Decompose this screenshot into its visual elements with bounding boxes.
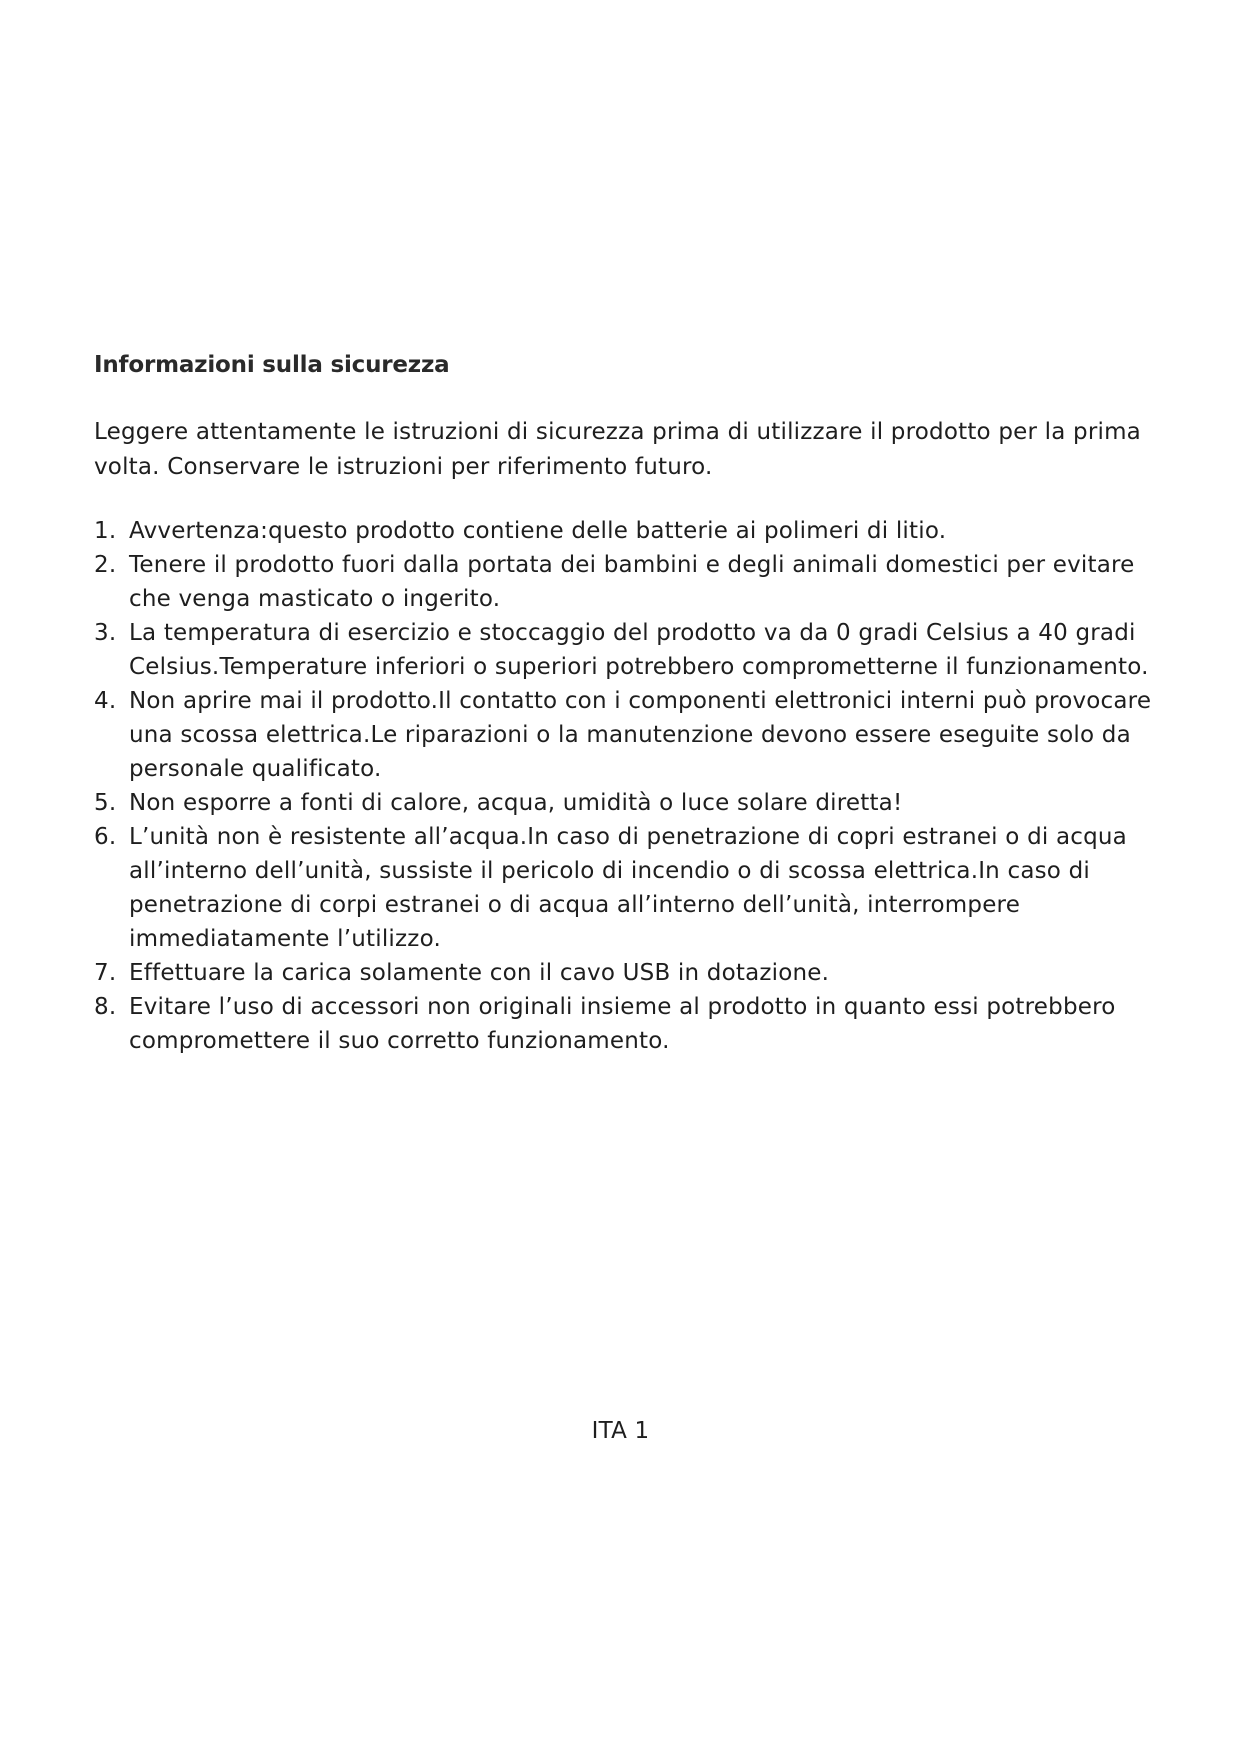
list-item — [94, 786, 1154, 820]
section-heading: Informazioni sulla sicurezza — [94, 352, 450, 378]
list-item-text: Tenere il prodotto fuori dalla portata dei bambini e degli animali domestici per evitare che venga masticato o ingerito. — [129, 552, 1135, 612]
list-item — [94, 684, 1154, 786]
list-item — [94, 616, 1154, 684]
list-item-number: 5. — [94, 790, 117, 816]
page-number: ITA 1 — [591, 1418, 650, 1444]
list-item — [94, 990, 1154, 1058]
safety-list — [94, 514, 1154, 1058]
list-item-number: 4. — [94, 688, 117, 714]
list-item-text: Non aprire mai il prodotto.Il contatto con i componenti elettronici interni può provocare una scossa elettrica.Le riparazioni o la manutenzione devono essere eseguite solo da personale qualificato. — [129, 688, 1152, 782]
list-item-text: Effettuare la carica solamente con il cavo USB in dotazione. — [129, 960, 830, 986]
list-item-text: La temperatura di esercizio e stoccaggio del prodotto va da 0 gradi Celsius a 40 gradi Celsius.Temperature inferiori o superiori potrebbero comprometterne il funzionamento. — [129, 620, 1149, 680]
list-item-number: 7. — [94, 960, 117, 986]
list-item-number: 6. — [94, 824, 117, 850]
list-item-text: Avvertenza:questo prodotto contiene delle batterie ai polimeri di litio. — [129, 518, 947, 544]
list-item-number: 8. — [94, 994, 117, 1020]
list-item — [94, 820, 1154, 956]
intro-paragraph: Leggere attentamente le istruzioni di sicurezza prima di utilizzare il prodotto per la prima volta. Conservare le istruzioni per riferimento futuro. — [94, 419, 1141, 480]
list-item-number: 2. — [94, 552, 117, 578]
list-item — [94, 514, 1154, 548]
list-item-text: Evitare l’uso di accessori non originali insieme al prodotto in quanto essi potrebbero compromettere il suo corretto funzionamento. — [129, 994, 1116, 1054]
list-item-number: 3. — [94, 620, 117, 646]
list-item-text: Non esporre a fonti di calore, acqua, umidità o luce solare diretta! — [129, 790, 903, 816]
list-item — [94, 548, 1154, 616]
list-item-text: L’unità non è resistente all’acqua.In caso di penetrazione di copri estranei o di acqua all’interno dell’unità, sussiste il pericolo di incendio o di scossa elettrica.In caso di penetrazione di corpi estranei o di acqua all’interno dell’unità, interrompere immediatamente l’utilizzo. — [129, 824, 1127, 952]
list-item-number: 1. — [94, 518, 117, 544]
list-item — [94, 956, 1154, 990]
